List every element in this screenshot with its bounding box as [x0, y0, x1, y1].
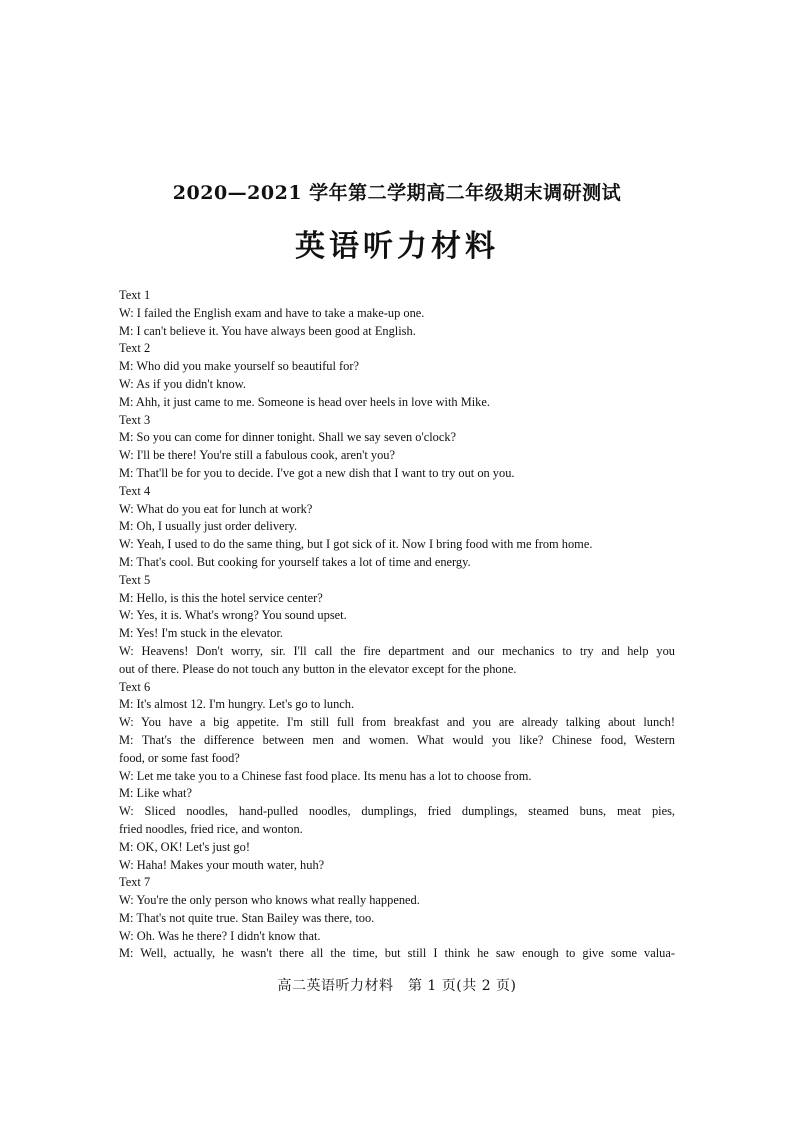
- dialogue-line: W: As if you didn't know.: [119, 376, 246, 391]
- dialogue-line: W: Haha! Makes your mouth water, huh?: [119, 857, 325, 872]
- dialogue-line: M: Yes! I'm stuck in the elevator.: [119, 626, 283, 641]
- text-section-heading: Text 2: [119, 341, 151, 356]
- dialogue-line: W: You're the only person who knows what really happened.: [119, 893, 420, 908]
- text-section-heading: Text 1: [119, 288, 151, 302]
- dialogue-line: W: I'll be there! You're still a fabulous cook, aren't you?: [119, 448, 396, 463]
- dialogue-line: W: Yeah, I used to do the same thing, but I got sick of it. Now I bring food with me from home.: [119, 537, 593, 552]
- dialogue-line: M: That's not quite true. Stan Bailey was there, too.: [119, 910, 375, 925]
- dialogue-line: W: I failed the English exam and have to take a make-up one.: [119, 305, 425, 320]
- text-section-heading: Text 7: [119, 875, 151, 890]
- page-footer: 高二英语听力材料 第 1 页(共 2 页): [277, 978, 517, 994]
- text-section-heading: Text 6: [119, 679, 151, 694]
- text-section-heading: Text 5: [119, 572, 151, 587]
- text-section-heading: Text 3: [119, 412, 151, 427]
- dialogue-line: M: That'll be for you to decide. I've got a new dish that I want to try out on you.: [119, 465, 515, 480]
- dialogue-line: W: What do you eat for lunch at work?: [119, 501, 313, 516]
- dialogue-line: M: That's cool. But cooking for yourself takes a lot of time and energy.: [119, 554, 471, 569]
- dialogue-line: M: So you can come for dinner tonight. Shall we say seven o'clock?: [119, 430, 457, 445]
- dialogue-line: W: Oh. Was he there? I didn't know that.: [119, 928, 321, 943]
- document-subtitle: 英语听力材料: [295, 229, 499, 264]
- document-title: 2020—2021 学年第二学期高二年级期末调研测试: [172, 182, 622, 204]
- dialogue-line: M: Like what?: [119, 786, 192, 801]
- text-section-heading: Text 4: [119, 483, 151, 498]
- dialogue-line: M: Ahh, it just came to me. Someone is head over heels in love with Mike.: [119, 394, 490, 409]
- listening-transcript: [119, 287, 675, 963]
- dialogue-line: food, or some fast food?: [119, 750, 240, 765]
- dialogue-line: fried noodles, fried rice, and wonton.: [119, 821, 303, 836]
- dialogue-line: M: That's the difference between men and women. What would you like? Chinese food, Western: [119, 732, 675, 747]
- dialogue-line: M: I can't believe it. You have always been good at English.: [119, 323, 416, 338]
- dialogue-line: M: Hello, is this the hotel service center?: [119, 590, 323, 605]
- dialogue-line: W: You have a big appetite. I'm still full from breakfast and you are already talking about lunch!: [119, 715, 675, 730]
- dialogue-line: W: Sliced noodles, hand-pulled noodles, dumplings, fried dumplings, steamed buns, meat pies,: [119, 804, 675, 819]
- dialogue-line: W: Let me take you to a Chinese fast food place. Its menu has a lot to choose from.: [119, 768, 532, 783]
- dialogue-line: M: OK, OK! Let's just go!: [119, 839, 250, 854]
- dialogue-line: M: Oh, I usually just order delivery.: [119, 519, 298, 534]
- dialogue-line: M: Who did you make yourself so beautiful for?: [119, 359, 359, 374]
- dialogue-line: M: It's almost 12. I'm hungry. Let's go to lunch.: [119, 697, 355, 712]
- dialogue-line: W: Yes, it is. What's wrong? You sound upset.: [119, 608, 347, 623]
- dialogue-line: M: Well, actually, he wasn't there all the time, but still I think he saw enough to give some valua-: [119, 946, 675, 961]
- dialogue-line: out of there. Please do not touch any button in the elevator except for the phone.: [119, 661, 517, 676]
- dialogue-line: W: Heavens! Don't worry, sir. I'll call the fire department and our mechanics to try and help you: [119, 643, 675, 658]
